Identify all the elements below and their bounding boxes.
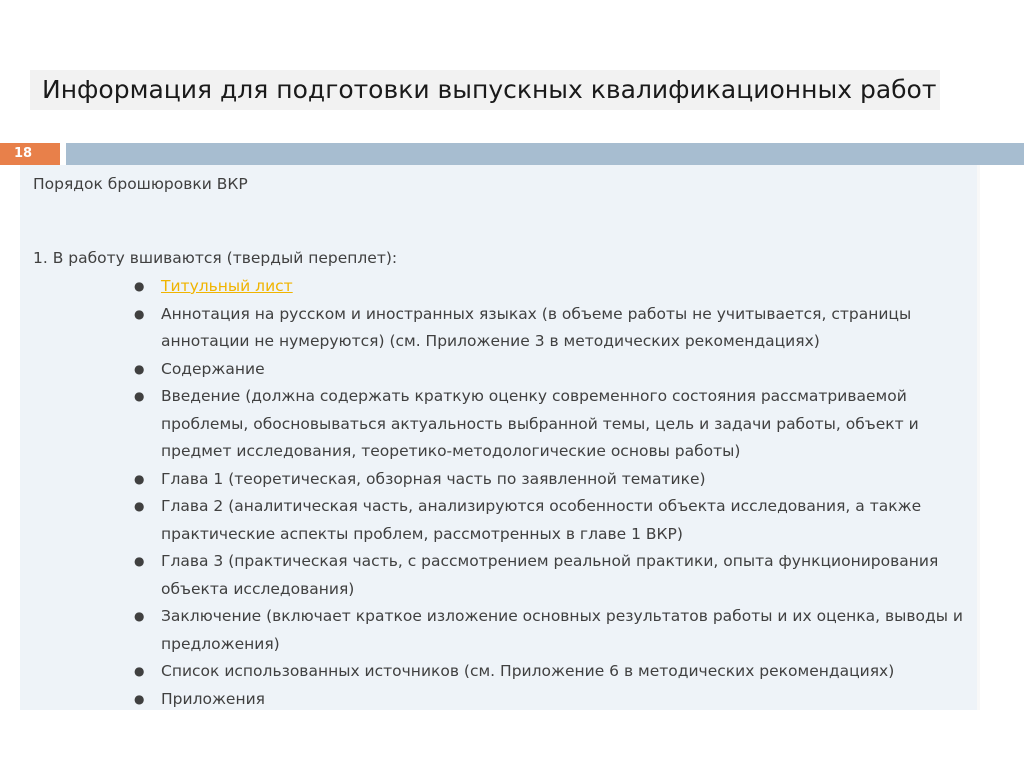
list-item — [20, 273, 966, 301]
list-item-text: Глава 3 (практическая часть, с рассмотрением реальной практики, опыта функционирования объекта исследования) — [161, 552, 939, 598]
bullet-icon: ● — [134, 306, 145, 321]
list-item-text: Глава 2 (аналитическая часть, анализируются особенности объекта исследования, а также практические аспекты проблем, рассмотренных в главе 1 ВКР) — [161, 497, 922, 543]
numbered-item: 1. В работу вшиваются (твердый переплет): — [33, 249, 398, 267]
list-item — [20, 356, 966, 384]
title-page-link[interactable]: Титульный лист — [161, 277, 293, 295]
list-item — [20, 686, 966, 714]
list-item-text: Глава 1 (теоретическая, обзорная часть по заявленной тематике) — [161, 469, 706, 488]
bullet-icon: ● — [134, 554, 145, 568]
bullet-icon: ● — [134, 279, 145, 293]
list-item-text: Содержание — [161, 359, 265, 378]
bullet-list — [20, 273, 980, 713]
list-item-text: Приложения — [161, 689, 265, 708]
list-item — [20, 603, 966, 658]
title-box — [30, 70, 940, 110]
bullet-icon: ● — [134, 471, 145, 486]
list-item — [20, 493, 966, 548]
bullet-icon: ● — [134, 664, 145, 678]
list-item-text: Аннотация на русском и иностранных языках (в объеме работы не учитывается, страницы аннотации не нумеруются) (см. Приложение 3 в методических рекомендациях) — [161, 304, 912, 350]
bullet-icon: ● — [134, 499, 145, 513]
list-item — [20, 658, 966, 686]
list-item-text: Введение (должна содержать краткую оценку современного состояния рассматриваемой проблемы, обосновываться актуальность выбранной темы, цель и задачи работы, объект и предмет исследования, теоретико-методологические основы работы) — [161, 387, 919, 460]
section-heading: Порядок брошюровки ВКР — [33, 175, 248, 193]
list-item-text: Заключение (включает краткое изложение основных результатов работы и их оценка, выводы и предложения) — [161, 607, 963, 653]
bullet-icon: ● — [134, 361, 145, 376]
header-bar — [66, 143, 1024, 165]
list-item — [20, 383, 966, 466]
list-item-text: Список использованных источников (см. Приложение 6 в методических рекомендациях) — [161, 662, 895, 680]
content-box — [20, 165, 980, 710]
list-item — [20, 466, 966, 494]
bullet-icon: ● — [134, 389, 145, 403]
slide-number: 18 — [0, 143, 60, 165]
page-title: Информация для подготовки выпускных квалификационных работ — [42, 75, 937, 104]
list-item — [20, 548, 966, 603]
bullet-icon: ● — [134, 691, 145, 706]
bullet-icon: ● — [134, 609, 145, 623]
list-item — [20, 301, 966, 356]
